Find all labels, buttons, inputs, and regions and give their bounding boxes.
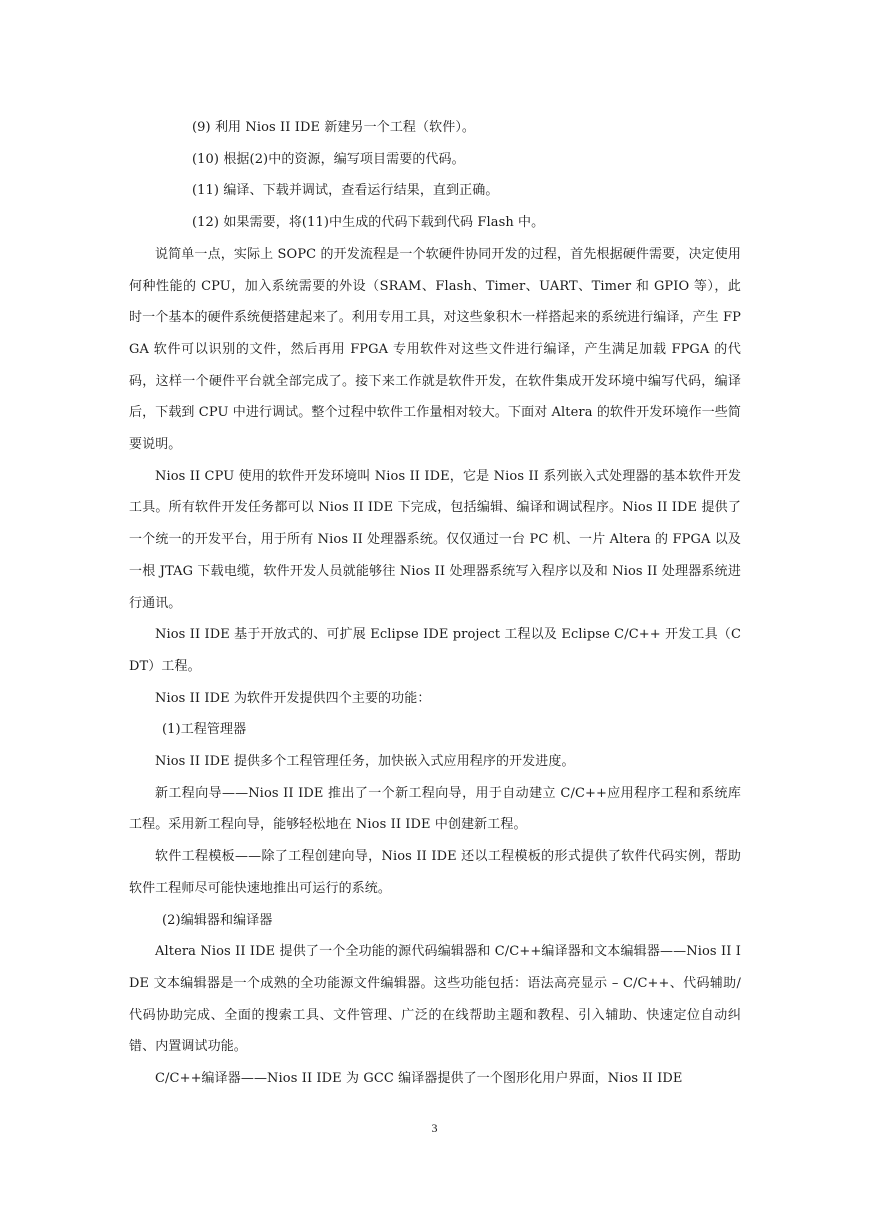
section-heading-project-manager: (1)工程管理器	[162, 722, 247, 738]
paragraph-eclipse-base: Nios II IDE 基于开放式的、可扩展 Eclipse IDE project 工程以及 Eclipse C/C++ 开发工具（CDT）工程。	[129, 627, 741, 674]
list-item-12: (12) 如果需要，将(11)中生成的代码下载到代码 Flash 中。	[192, 215, 545, 231]
paragraph-compiler: C/C++编译器——Nios II IDE 为 GCC 编译器提供了一个图形化用户界面，Nios II IDE	[155, 1071, 683, 1087]
section-heading-editor-compiler: (2)编辑器和编译器	[162, 912, 273, 928]
list-item-11: (11) 编译、下载并调试，查看运行结果，直到正确。	[192, 183, 499, 199]
paragraph-sopc-flow: 说简单一点，实际上 SOPC 的开发流程是一个软硬件协同开发的过程，首先根据硬件需要，决定使用何种性能的 CPU，加入系统需要的外设（SRAM、Flash、Timer、UART、Timer 和 GPIO 等），此时一个基本的硬件系统便搭建起来了。利用专用工具，对这些象积木一样搭起来的系统进行编译，产生 FPGA 软件可以识别的文件，然后再用 FPGA 专用软件对这些文件进行编译，产生满足加载 FPGA 的代码，这样一个硬件平台就全部完成了。接下来工作就是软件开发，在软件集成开发环境中编写代码，编译后，下载到 CPU 中进行调试。整个过程中软件工作量相对较大。下面对 Altera 的软件开发环境作一些简要说明。	[129, 246, 741, 453]
paragraph-editor: Altera Nios II IDE 提供了一个全功能的源代码编辑器和 C/C++编译器和文本编辑器——Nios II IDE 文本编辑器是一个成熟的全功能源文件编辑器。这些功能包括：语法高亮显示 – C/C++、代码辅助/代码协助完成、全面的搜索工具、文件管理、广泛的在线帮助主题和教程、引入辅助、快速定位自动纠错、内置调试功能。	[129, 944, 741, 1055]
paragraph-nios-ide-intro: Nios II CPU 使用的软件开发环境叫 Nios II IDE，它是 Nios II 系列嵌入式处理器的基本软件开发工具。所有软件开发任务都可以 Nios II IDE 下完成，包括编辑、编译和调试程序。Nios II IDE 提供了一个统一的开发平台，用于所有 Nios II 处理器系统。仅仅通过一台 PC 机、一片 Altera 的 FPGA 以及一根 JTAG 下载电缆，软件开发人员就能够往 Nios II 处理器系统写入程序以及和 Nios II 处理器系统进行通讯。	[129, 468, 741, 611]
page-number: 3	[431, 1121, 438, 1135]
paragraph-project-manager: Nios II IDE 提供多个工程管理任务，加快嵌入式应用程序的开发进度。	[155, 754, 575, 770]
paragraph-four-functions: Nios II IDE 为软件开发提供四个主要的功能：	[155, 690, 431, 706]
paragraph-new-project-wizard: 新工程向导——Nios II IDE 推出了一个新工程向导，用于自动建立 C/C++应用程序工程和系统库工程。采用新工程向导，能够轻松地在 Nios II IDE 中创建新工程。	[129, 785, 741, 833]
list-item-9: (9) 利用 Nios II IDE 新建另一个工程（软件）。	[192, 120, 476, 135]
page-body	[129, 112, 741, 1095]
paragraph-project-templates: 软件工程模板——除了工程创建向导，Nios II IDE 还以工程模板的形式提供了软件代码实例，帮助软件工程师尽可能快速地推出可运行的系统。	[129, 849, 741, 896]
list-item-10: (10) 根据(2)中的资源，编写项目需要的代码。	[192, 151, 465, 167]
